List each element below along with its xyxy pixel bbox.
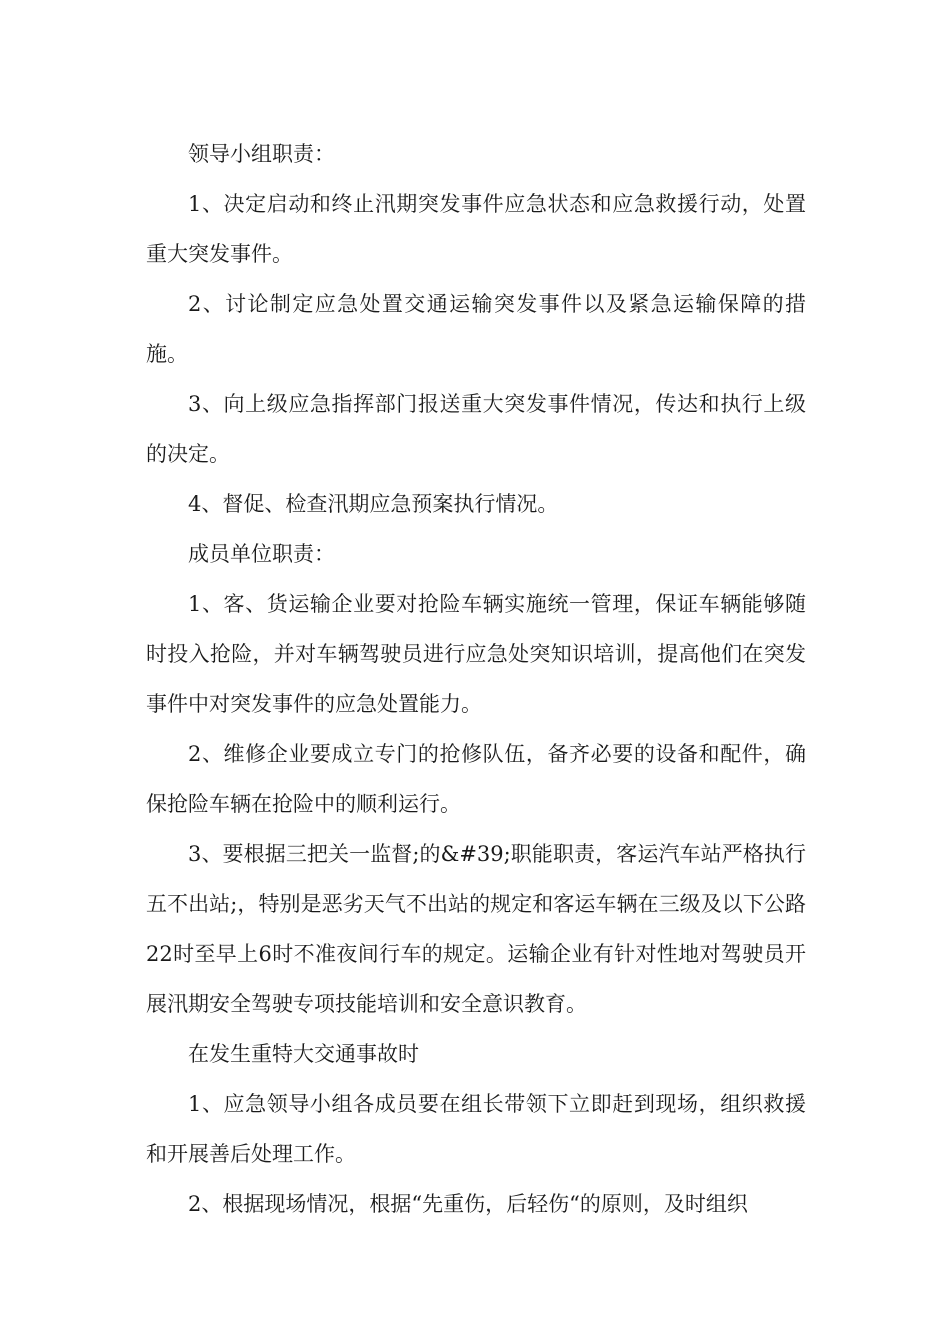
- member-duty-3: 3、要根据三把关一监督;的&#39;职能职责，客运汽车站严格执行五不出站;，特别是恶劣天气不出站的规定和客运车辆在三级及以下公路22时至早上6时不准夜间行车的规定。运输企业有针对性地对驾驶员开展汛期安全驾驶专项技能培训和安全意识教育。: [146, 842, 806, 1016]
- member-duty-2: 2、维修企业要成立专门的抢修队伍，备齐必要的设备和配件，确保抢险车辆在抢险中的顺利运行。: [146, 742, 806, 816]
- section-heading-members: 成员单位职责：: [188, 542, 335, 566]
- accident-step-1: 1、应急领导小组各成员要在组长带领下立即赶到现场，组织救援和开展善后处理工作。: [146, 1092, 806, 1166]
- leadership-duty-2: 2、讨论制定应急处置交通运输突发事件以及紧急运输保障的措施。: [146, 292, 806, 366]
- leadership-duty-1: 1、决定启动和终止汛期突发事件应急状态和应急救援行动，处置重大突发事件。: [146, 192, 806, 266]
- section-heading-leadership: 领导小组职责：: [188, 142, 335, 166]
- document-body: [146, 129, 806, 1229]
- section-heading-accident: 在发生重特大交通事故时: [188, 1042, 419, 1066]
- accident-step-2: 2、根据现场情况，根据“先重伤，后轻伤“的原则，及时组织: [188, 1192, 748, 1216]
- member-duty-1: 1、客、货运输企业要对抢险车辆实施统一管理，保证车辆能够随时投入抢险，并对车辆驾驶员进行应急处突知识培训，提高他们在突发事件中对突发事件的应急处置能力。: [146, 592, 806, 716]
- leadership-duty-4: 4、督促、检查汛期应急预案执行情况。: [188, 492, 559, 516]
- leadership-duty-3: 3、向上级应急指挥部门报送重大突发事件情况，传达和执行上级的决定。: [146, 392, 806, 466]
